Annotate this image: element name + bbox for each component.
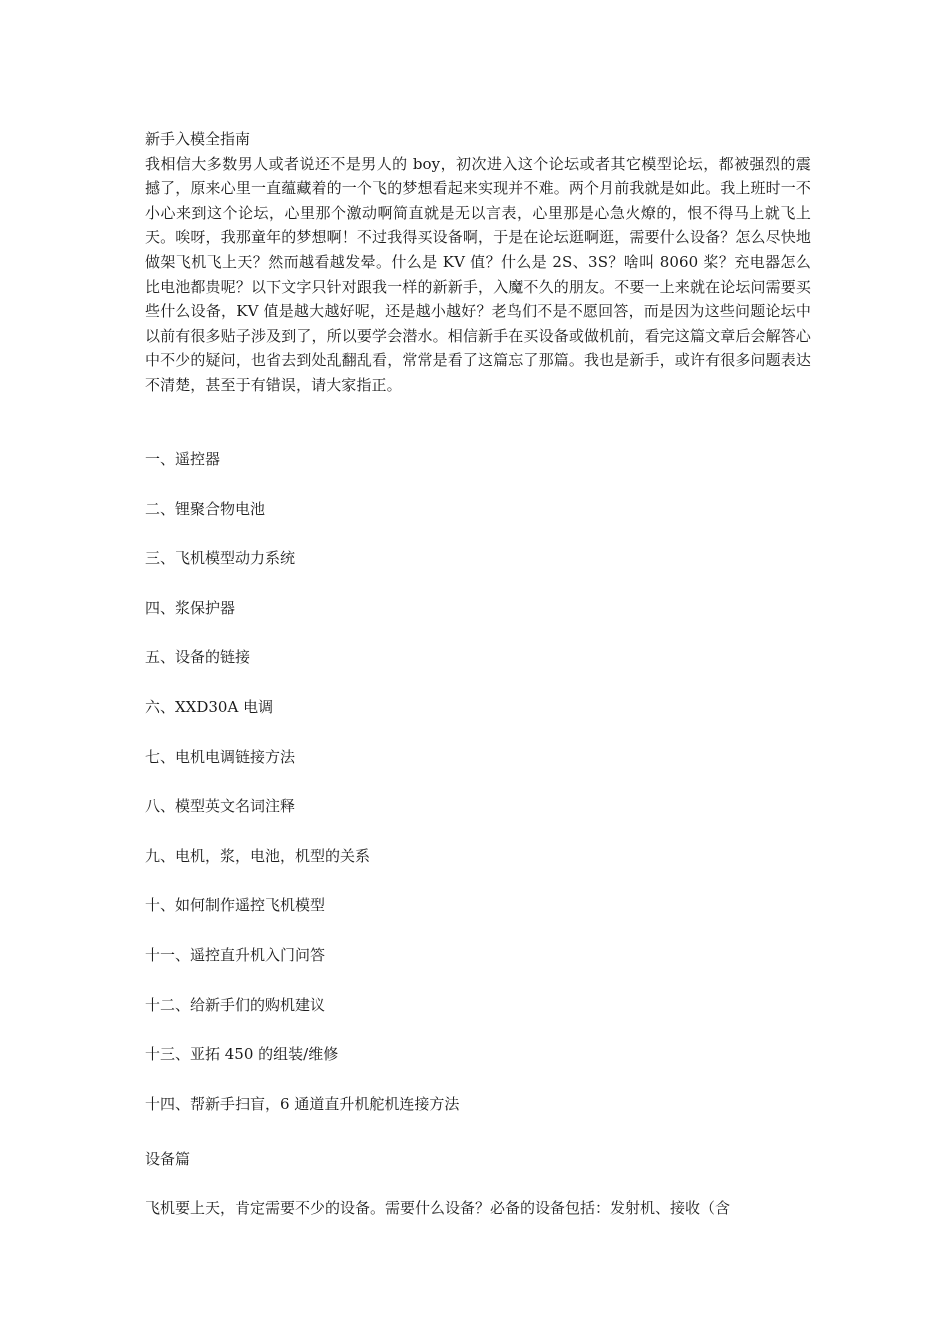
toc-item: 九、电机，浆，电池，机型的关系: [145, 846, 371, 865]
toc-item: 七、电机电调链接方法: [145, 747, 296, 766]
table-of-contents: [145, 449, 459, 1143]
toc-item: 二、锂聚合物电池: [145, 499, 266, 518]
document-title: 新手入模全指南: [145, 130, 251, 148]
section-heading: 设备篇: [145, 1150, 191, 1168]
toc-item: 十二、给新手们的购机建议: [145, 995, 326, 1014]
toc-item: 四、浆保护器: [145, 598, 236, 617]
toc-item: 六、XXD30A 电调: [145, 697, 274, 716]
toc-item: 八、模型英文名词注释: [145, 797, 296, 816]
intro-paragraph: 我相信大多数男人或者说还不是男人的 boy，初次进入这个论坛或者其它模型论坛，都被强烈的震撼了，原来心里一直蕴藏着的一个飞的梦想看起来实现并不难。两个月前我就是如此。我上班时一不小心来到这个论坛，心里那个激动啊简直就是无以言表，心里那是心急火燎的，恨不得马上就飞上天。唉呀，我那童年的梦想啊！不过我得买设备啊，于是在论坛逛啊逛，需要什么设备？怎么尽快地做架飞机飞上天？然而越看越发晕。什么是 KV 值？什么是 2S、3S？啥叫 8060 桨？充电器怎么比电池都贵呢？以下文字只针对跟我一样的新新手，入魔不久的朋友。不要一上来就在论坛问需要买些什么设备，KV 值是越大越好呢，还是越小越好？老鸟们不是不愿回答，而是因为这些问题论坛中以前有很多贴子涉及到了，所以要学会潜水。相信新手在买设备或做机前，看完这篇文章后会解答心中不少的疑问，也省去到处乱翻乱看，常常是看了这篇忘了那篇。我也是新手，或许有很多问题表达不清楚，甚至于有错误，请大家指正。: [145, 154, 811, 394]
toc-item: 一、遥控器: [145, 450, 221, 468]
section-paragraph: 飞机要上天，肯定需要不少的设备。需要什么设备？必备的设备包括：发射机、接收（含: [145, 1199, 731, 1217]
toc-item: 十一、遥控直升机入门问答: [145, 945, 326, 964]
toc-item: 五、设备的链接: [145, 648, 251, 667]
toc-item: 十三、亚拓 450 的组装/维修: [145, 1045, 339, 1064]
toc-item: 十、如何制作遥控飞机模型: [145, 896, 326, 915]
toc-item: 十四、帮新手扫盲，6 通道直升机舵机连接方法: [145, 1094, 460, 1113]
toc-item: 三、飞机模型动力系统: [145, 549, 296, 568]
document-page: [145, 127, 811, 1217]
